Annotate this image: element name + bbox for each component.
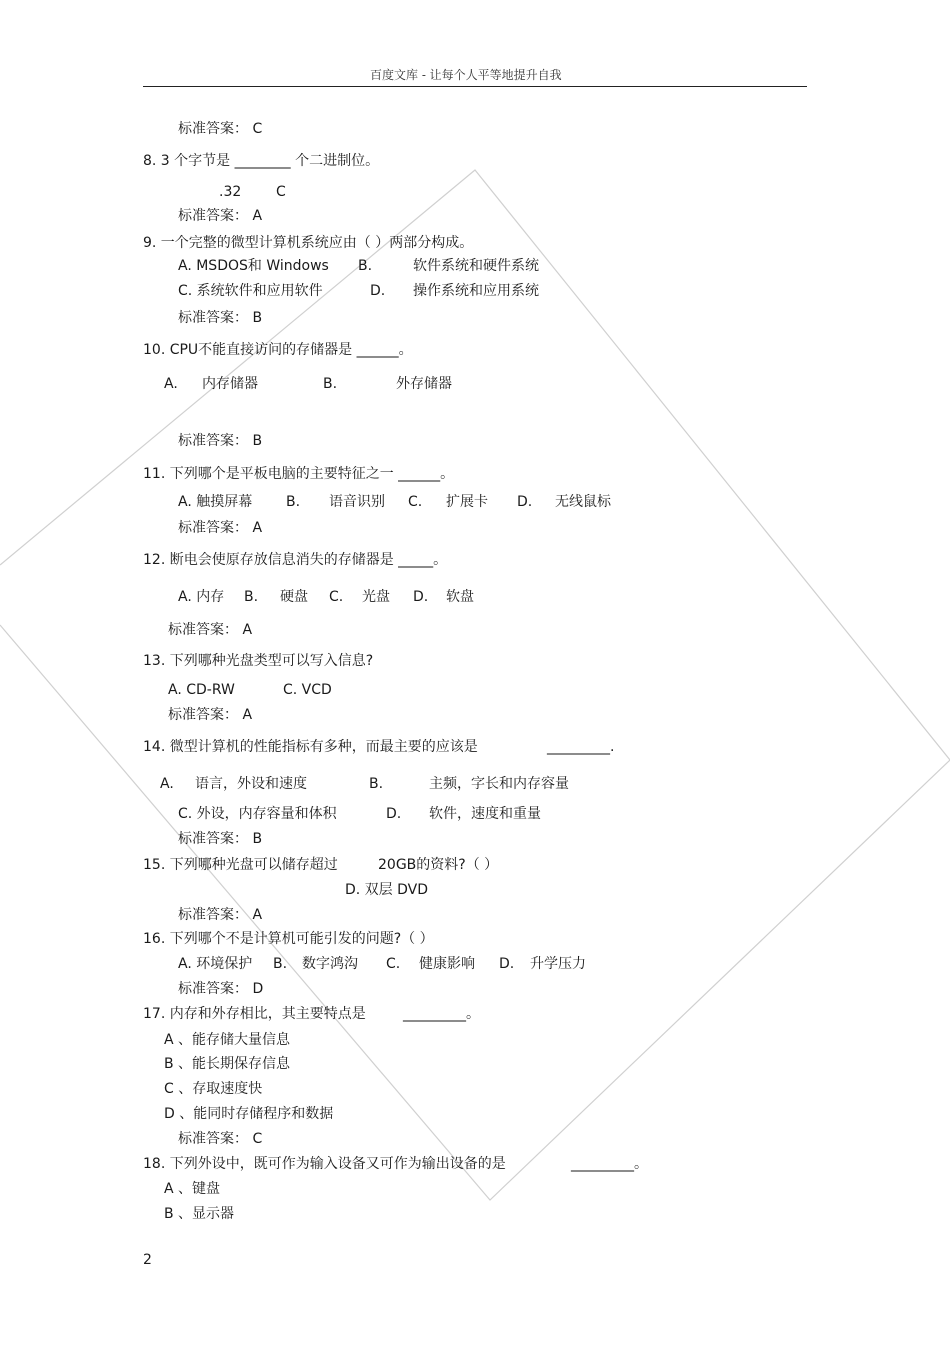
question-15: 15. 下列哪种光盘可以储存超过 (143, 857, 338, 873)
option-a-text: 内存储器 (202, 376, 258, 392)
answer-11: 标准答案： A (178, 520, 263, 536)
option-c: C. 外设，内存容量和体积 (178, 806, 337, 822)
option-d: D. 双层 DVD (345, 882, 429, 898)
answer-16: 标准答案： D (178, 981, 264, 997)
answer-13: 标准答案： A (168, 707, 253, 723)
option-a-text: 语言，外设和速度 (195, 776, 307, 792)
option-a: A. CD-RW (168, 682, 235, 698)
answer-14: 标准答案： B (178, 831, 263, 847)
option-b-text: 数字鸿沟 (302, 956, 358, 972)
option-d-label: D. (370, 283, 386, 299)
option-a-label: A. (164, 376, 178, 392)
option-a: A. 内存 (178, 589, 225, 605)
option-d: D 、能同时存储程序和数据 (164, 1106, 334, 1122)
option-b-text: 外存储器 (396, 376, 452, 392)
question-17-blank: _________。 (403, 1006, 480, 1022)
option-b-label: B. (369, 776, 384, 792)
option-d-text: 操作系统和应用系统 (413, 283, 539, 299)
option-c-label: C. (386, 956, 401, 972)
option-d-text: 无线鼠标 (555, 494, 611, 510)
answer-8: 标准答案： A (178, 208, 263, 224)
question-15-tail: 20GB的资料?（ ） (378, 857, 499, 873)
option-b-text: 语音识别 (329, 494, 385, 510)
question-18-blank: _________。 (571, 1156, 648, 1172)
option-d-text: 软盘 (446, 589, 474, 605)
option-b-label: B. (358, 258, 373, 274)
page-number: 2 (143, 1252, 152, 1268)
answer-12: 标准答案： A (168, 622, 253, 638)
option-d-text: 软件，速度和重量 (429, 806, 541, 822)
option-b-label: B. (286, 494, 301, 510)
option-d-label: D. (499, 956, 515, 972)
option-c: C. 系统软件和应用软件 (178, 283, 323, 299)
question-12: 12. 断电会使原存放信息消失的存储器是 _____。 (143, 552, 448, 568)
option-a: A. 触摸屏幕 (178, 494, 253, 510)
question-14: 14. 微型计算机的性能指标有多种，而最主要的应该是 (143, 739, 478, 755)
option-b: B 、显示器 (164, 1206, 235, 1222)
option-text: .32 (219, 184, 242, 200)
question-14-blank: _________. (547, 739, 615, 755)
option-d-label: D. (413, 589, 429, 605)
option-b-text: 软件系统和硬件系统 (413, 258, 539, 274)
option-a: A 、能存储大量信息 (164, 1032, 291, 1048)
option-d-label: D. (386, 806, 402, 822)
question-18: 18. 下列外设中，既可作为输入设备又可作为输出设备的是 (143, 1156, 506, 1172)
page-header-title: 百度文库 - 让每个人平等地提升自我 (370, 68, 562, 82)
answer-10: 标准答案： B (178, 433, 263, 449)
question-8: 8. 3 个字节是 ________ 个二进制位。 (143, 153, 380, 169)
question-16: 16. 下列哪个不是计算机可能引发的问题?（ ） (143, 931, 434, 947)
option-c-label: C. (408, 494, 423, 510)
option-b-label: B. (273, 956, 288, 972)
option-b: B 、能长期保存信息 (164, 1056, 291, 1072)
option-b-label: B. (244, 589, 259, 605)
answer-17: 标准答案： C (178, 1131, 263, 1147)
option-c-text: 扩展卡 (446, 494, 488, 510)
question-17: 17. 内存和外存相比，其主要特点是 (143, 1006, 366, 1022)
option-a: A. MSDOS和 Windows (178, 258, 329, 274)
question-10: 10. CPU不能直接访问的存储器是 ______。 (143, 342, 413, 358)
option-a: A 、键盘 (164, 1181, 221, 1197)
answer-15: 标准答案： A (178, 907, 263, 923)
option-d-text: 升学压力 (530, 956, 586, 972)
option-a-label: A. (160, 776, 174, 792)
answer-7: 标准答案： C (178, 121, 263, 137)
option-b-text: 主频，字长和内存容量 (429, 776, 569, 792)
option-c-label: C. (329, 589, 344, 605)
option-b-label: B. (323, 376, 338, 392)
option-a: A. 环境保护 (178, 956, 253, 972)
option-c-text: 光盘 (362, 589, 390, 605)
question-13: 13. 下列哪种光盘类型可以写入信息? (143, 653, 374, 669)
option-c: C. VCD (283, 682, 332, 698)
option-d-label: D. (517, 494, 533, 510)
question-9: 9. 一个完整的微型计算机系统应由（ ）两部分构成。 (143, 235, 474, 251)
question-11: 11. 下列哪个是平板电脑的主要特征之一 ______。 (143, 466, 455, 482)
option-b-text: 硬盘 (280, 589, 308, 605)
answer-9: 标准答案： B (178, 310, 263, 326)
option-c: C 、存取速度快 (164, 1081, 263, 1097)
option-c-text: 健康影响 (419, 956, 475, 972)
header-divider (143, 86, 807, 87)
option-text: C (276, 184, 286, 200)
